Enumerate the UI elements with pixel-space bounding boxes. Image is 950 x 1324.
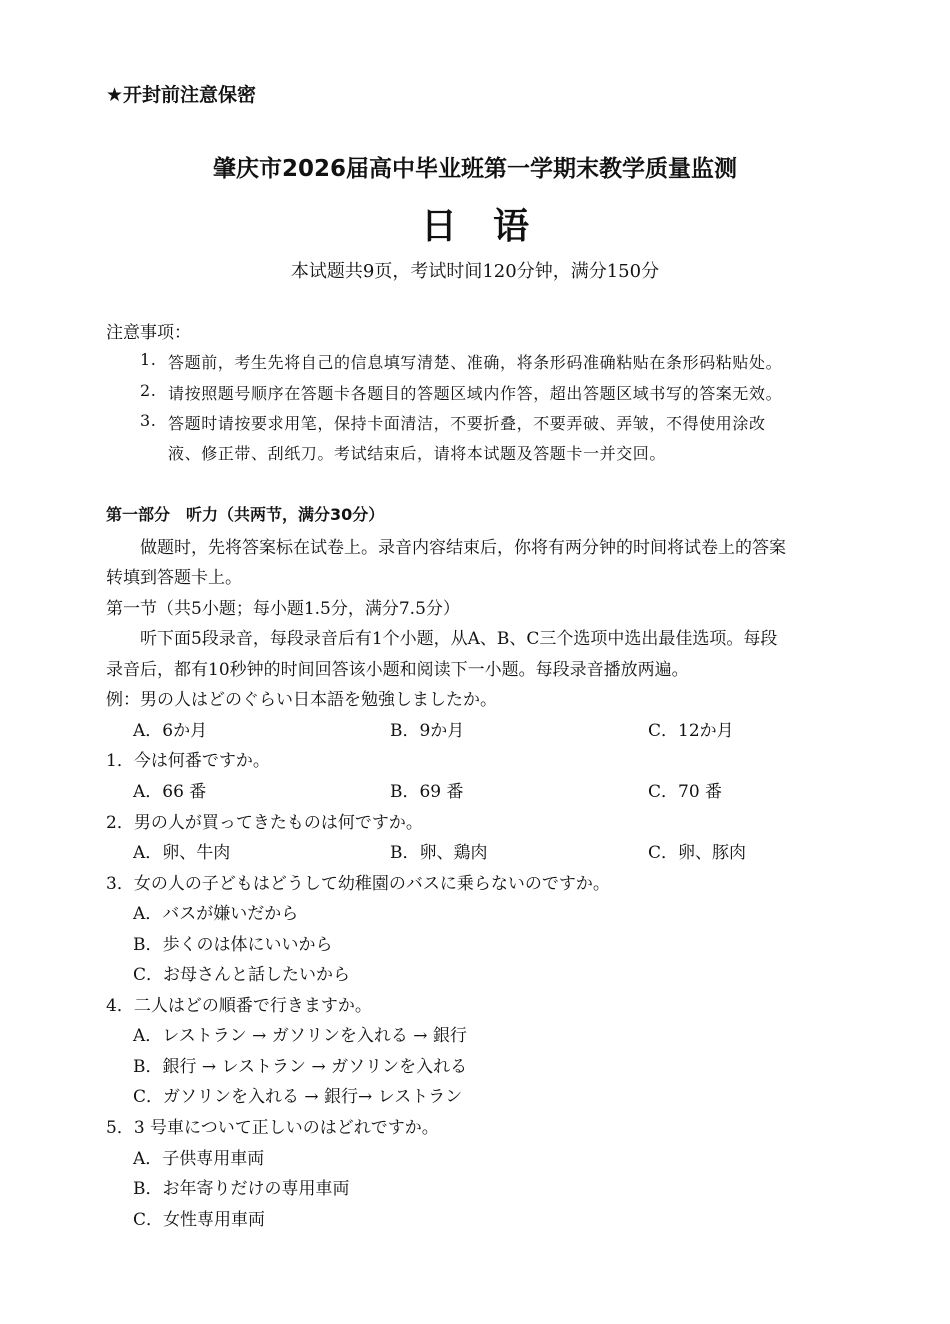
q4-option-b: B．銀行 → レストラン → ガソリンを入れる <box>133 1057 468 1077</box>
subject-title: 日语 <box>420 206 565 247</box>
q1-option-a: A．66 番 <box>133 782 207 802</box>
note-number: 1. <box>140 350 157 369</box>
q3-option-a: A．バスが嫌いだから <box>133 904 299 924</box>
note-number: 2. <box>140 381 157 400</box>
note-text: 答题前，考生先将自己的信息填写清楚、准确，将条形码准确粘贴在条形码粘贴处。 <box>168 353 783 372</box>
example-question: 例：男の人はどのぐらい日本語を勉強しましたか。 <box>106 690 497 710</box>
example-option-c: C．12か月 <box>648 721 734 741</box>
part1-heading: 第一部分 听力（共两节，满分30分） <box>106 505 385 524</box>
q2-option-b: B．卵、鶏肉 <box>390 843 488 863</box>
note-text-cont: 液、修正带、刮纸刀。考试结束后，请将本试题及答题卡一并交回。 <box>168 444 667 463</box>
section1-instructions-cont: 录音后，都有10秒钟的时间回答该小题和阅读下一小题。每段录音播放两遍。 <box>106 660 689 680</box>
example-option-b: B．9か月 <box>390 721 465 741</box>
question-4: 4．二人はどの順番で行きますか。 <box>106 996 372 1016</box>
question-5: 5．3 号車について正しいのはどれですか。 <box>106 1118 439 1138</box>
q2-option-c: C．卵、豚肉 <box>648 843 747 863</box>
question-1: 1．今は何番ですか。 <box>106 751 270 771</box>
section1-heading: 第一节（共5小题；每小题1.5分，满分7.5分） <box>106 599 460 619</box>
question-3: 3．女の人の子どもはどうして幼稚園のバスに乗らないのですか。 <box>106 874 610 894</box>
exam-info: 本试题共9页，考试时间120分钟，满分150分 <box>290 261 660 282</box>
q1-option-b: B．69 番 <box>390 782 464 802</box>
q5-option-a: A．子供専用車両 <box>133 1149 265 1169</box>
exam-title: 肇庆市2026届高中毕业班第一学期末教学质量监测 <box>212 156 737 182</box>
notes-heading: 注意事项： <box>106 323 191 343</box>
example-option-a: A．6か月 <box>133 721 208 741</box>
note-number: 3. <box>140 411 157 430</box>
q4-option-c: C．ガソリンを入れる → 銀行→ レストラン <box>133 1087 463 1107</box>
confidential-notice: ★开封前注意保密 <box>106 84 257 106</box>
question-2: 2．男の人が買ってきたものは何ですか。 <box>106 813 423 833</box>
section1-instructions: 听下面5段录音，每段录音后有1个小题，从A、B、C三个选项中选出最佳选项。每段 <box>140 629 778 649</box>
q2-option-a: A．卵、牛肉 <box>133 843 231 863</box>
part1-intro-cont: 转填到答题卡上。 <box>106 568 242 588</box>
note-text: 请按照题号顺序在答题卡各题目的答题区域内作答，超出答题区域书写的答案无效。 <box>168 384 783 403</box>
q1-option-c: C．70 番 <box>648 782 723 802</box>
note-text: 答题时请按要求用笔，保持卡面清洁，不要折叠，不要弄破、弄皱，不得使用涂改 <box>168 414 766 433</box>
q5-option-c: C．女性専用車両 <box>133 1210 266 1230</box>
q3-option-c: C．お母さんと話したいから <box>133 965 351 985</box>
q5-option-b: B．お年寄りだけの専用車両 <box>133 1179 350 1199</box>
q3-option-b: B．歩くのは体にいいから <box>133 935 333 955</box>
q4-option-a: A．レストラン → ガソリンを入れる → 銀行 <box>133 1026 467 1046</box>
part1-intro: 做题时，先将答案标在试卷上。录音内容结束后，你将有两分钟的时间将试卷上的答案 <box>140 538 786 558</box>
